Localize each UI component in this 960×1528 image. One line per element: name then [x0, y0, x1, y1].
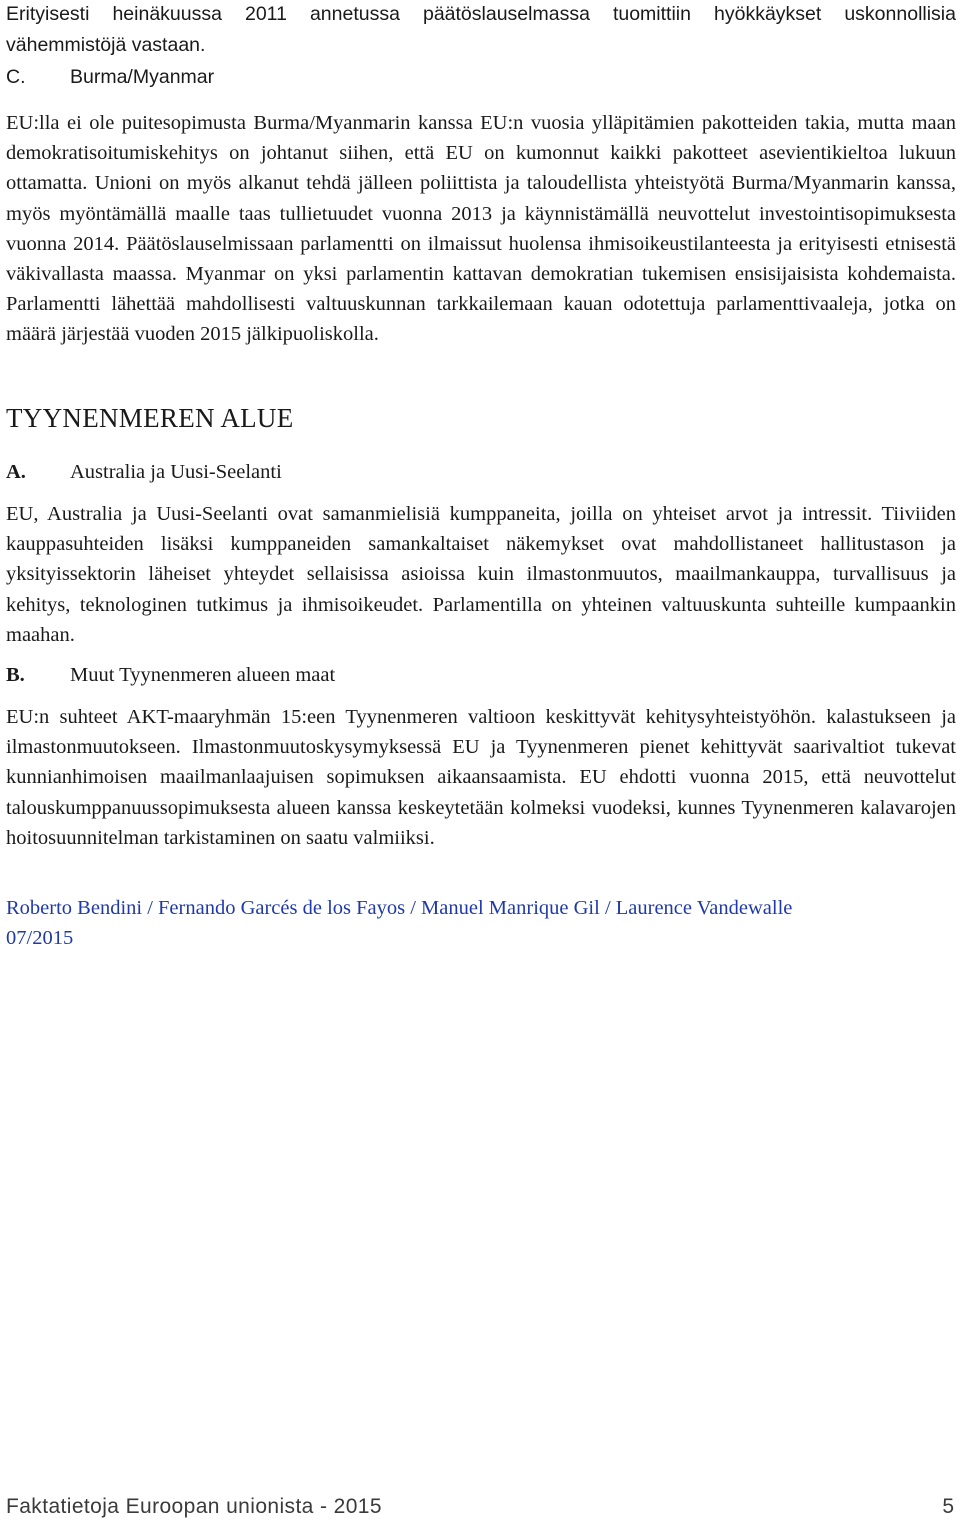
author-block [6, 893, 956, 953]
section-b-letter: B. [6, 664, 25, 686]
footer-page-number: 5 [942, 1495, 954, 1518]
section-b-body: EU:n suhteet AKT-maaryhmän 15:een Tyynenmeren valtioon keskittyvät kehitysyhteistyöhön. kalastukseen ja ilmastonmuutokseen. Ilmastonmuutoskysymyksessä EU ja Tyynenmeren pienet kehittyvät saarivaltiot tukevat kunnianhimoisen maailmanlaajuisen sopimuksen aikaansaamista. EU ehdotti vuonna 2015, että neuvottelut talouskumppanuussopimuksesta alueen kanssa keskeytetään kolmeksi vuodeksi, kunnes Tyynenmeren kalavarojen hoitosuunnitelman tarkistaminen on saatu valmiiksi. [6, 706, 956, 849]
footer-publication-title: Faktatietoja Euroopan unionista - 2015 [6, 1495, 382, 1518]
section-b-title: Muut Tyynenmeren alueen maat [70, 664, 336, 686]
publication-date: 07/2015 [6, 927, 74, 950]
section-a-title: Australia ja Uusi-Seelanti [70, 461, 282, 483]
author-names[interactable]: Roberto Bendini / Fernando Garcés de los Fayos / Manuel Manrique Gil / Laurence Vandewalle [6, 897, 793, 919]
section-c-letter: C. [6, 66, 26, 88]
section-b-heading [6, 660, 335, 690]
section-c-title: Burma/Myanmar [70, 66, 215, 88]
section-a-letter: A. [6, 461, 26, 483]
intro-paragraph: Erityisesti heinäkuussa 2011 annetussa päätöslauselmassa tuomittiin hyökkäykset uskonnollisia vähemmistöjä vastaan. [6, 3, 956, 56]
section-c-heading [6, 62, 214, 92]
page-footer [6, 1495, 954, 1527]
section-c-body: EU:lla ei ole puitesopimusta Burma/Myanmarin kanssa EU:n vuosia ylläpitämien pakotteiden takia, mutta maan demokratisoitumiskehitys on johtanut siihen, että EU on kumonnut kaikki pakotteet asevientikieltoa lukuun ottamatta. Unioni on myös alkanut tehdä jälleen poliittista ja taloudellista yhteistyötä Burma/Myanmarin kanssa, myös myöntämällä maalle taas tullietuudet vuonna 2013 ja käynnistämällä neuvottelut investointisopimuksesta vuonna 2014. Päätöslauselmissaan parlamentti on ilmaissut huolensa ihmisoikeustilanteesta ja erityisesti etnisestä väkivallasta maassa. Myanmar on yksi parlamentin kattavan demokratian tukemisen ensisijaisista kohdemaista. Parlamentti lähettää mahdollisesti valtuuskunnan tarkkailemaan kauan odotettuja parlamenttivaaleja, jotka on määrä järjestää vuoden 2015 jälkipuoliskolla. [6, 112, 956, 346]
pacific-heading: TYYNENMEREN ALUE [6, 403, 294, 433]
section-a-body: EU, Australia ja Uusi-Seelanti ovat samanmielisiä kumppaneita, joilla on yhteiset arvot ja intressit. Tiiviiden kauppasuhteiden lisäksi kumppaneiden samankaltaiset näkemykset ovat mahdollistaneet hallitustason ja yksityissektorin läheiset yhteydet sellaisissa asioissa kuin ilmastonmuutos, maailmankauppa, turvallisuus ja kehitys, teknologinen tutkimus ja ihmisoikeudet. Parlamentilla on yhteinen valtuuskunta suhteille kumpaankin maahan. [6, 503, 956, 646]
section-a-heading [6, 457, 282, 487]
